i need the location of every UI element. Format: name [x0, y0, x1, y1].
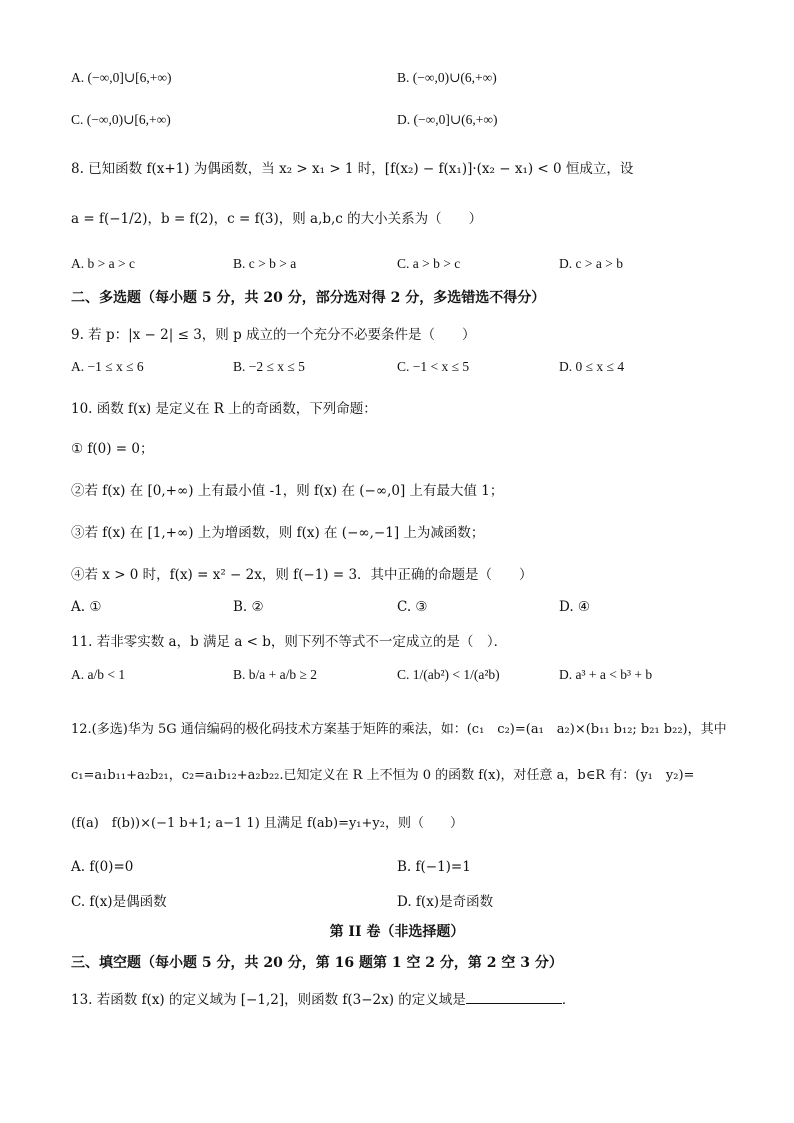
- q10-stem: 10. 函数 f(x) 是定义在 R 上的奇函数，下列命题：: [71, 401, 377, 417]
- q7-option-d: D. (−∞,0]∪(6,+∞): [397, 112, 498, 127]
- q10-proposition-3: ③若 f(x) 在 [1,+∞) 上为增函数，则 f(x) 在 (−∞,−1] 上为减函数；: [71, 525, 485, 541]
- q11-stem: 11. 若非零实数 a，b 满足 a < b，则下列不等式不一定成立的是（ ）．: [71, 634, 508, 650]
- q11-option-c: C. 1/(ab²) < 1/(a²b): [397, 667, 500, 682]
- q13-period: ．: [561, 992, 576, 1008]
- q9-option-c: C. −1 < x ≤ 5: [397, 359, 470, 374]
- q10-option-c: C. ③: [397, 599, 428, 615]
- q12-option-b: B. f(−1)=1: [397, 859, 471, 875]
- q8-stem-line2: a = f(−1/2)，b = f(2)，c = f(3)，则 a,b,c 的大小关系为（ ）: [71, 211, 483, 227]
- q12-option-a: A. f(0)=0: [71, 859, 134, 875]
- q8-option-c: C. a > b > c: [397, 256, 461, 271]
- q11-option-a: A. a/b < 1: [71, 667, 126, 682]
- q10-option-b: B. ②: [233, 599, 264, 615]
- q13-stem: 13. 若函数 f(x) 的定义域为 [−1,2]，则函数 f(3−2x) 的定义域是: [71, 992, 466, 1008]
- q7-option-a: A. (−∞,0]∪[6,+∞): [71, 70, 172, 85]
- q12-stem-line1: 12.(多选)华为 5G 通信编码的极化码技术方案基于矩阵的乘法，如：(c₁ c₂)=(a₁ a₂)×(b₁₁ b₁₂; b₂₁ b₂₂)，其中: [71, 722, 727, 737]
- section-heading-multiple-choice: 二、多选题（每小题 5 分，共 20 分，部分选对得 2 分，多选错选不得分）: [71, 290, 546, 306]
- q12-stem-line2: c₁=a₁b₁₁+a₂b₂₁，c₂=a₁b₁₂+a₂b₂₂.已知定义在 R 上不恒为 0 的函数 f(x)，对任意 a，b∈R 有：(y₁ y₂)=: [71, 768, 695, 783]
- q11-option-b: B. b/a + a/b ≥ 2: [233, 667, 318, 682]
- q12-option-d: D. f(x)是奇函数: [397, 894, 494, 910]
- q10-proposition-2: ②若 f(x) 在 [0,+∞) 上有最小值 -1，则 f(x) 在 (−∞,0] 上有最大值 1；: [71, 483, 504, 499]
- q11-option-d: D. a³ + a < b³ + b: [559, 667, 653, 682]
- q13-answer-blank: [466, 990, 562, 1004]
- q7-option-c: C. (−∞,0)∪[6,+∞): [71, 112, 171, 127]
- q12-stem-line3: (f(a) f(b))×(−1 b+1; a−1 1) 且满足 f(ab)=y₁+y₂，则（ ）: [71, 816, 463, 831]
- q8-option-d: D. c > a > b: [559, 256, 623, 271]
- q9-option-b: B. −2 ≤ x ≤ 5: [233, 359, 305, 374]
- q10-option-d: D. ④: [559, 599, 591, 615]
- q8-option-b: B. c > b > a: [233, 256, 297, 271]
- q13-line: [71, 988, 575, 1008]
- q7-option-b: B. (−∞,0)∪(6,+∞): [397, 70, 497, 85]
- q12-option-c: C. f(x)是偶函数: [71, 894, 167, 910]
- q10-proposition-1: ① f(0) = 0；: [71, 441, 154, 457]
- q9-stem: 9. 若 p：|x − 2| ≤ 3，则 p 成立的一个充分不必要条件是（ ）: [71, 327, 476, 343]
- q9-option-a: A. −1 ≤ x ≤ 6: [71, 359, 144, 374]
- q10-proposition-4: ④若 x > 0 时，f(x) = x² − 2x，则 f(−1) = 3．其中正确的命题是（ ）: [71, 567, 533, 583]
- q10-option-a: A. ①: [71, 599, 102, 615]
- part-ii-title: 第 II 卷（非选择题）: [329, 924, 465, 940]
- q8-stem-line1: 8. 已知函数 f(x+1) 为偶函数，当 x₂ > x₁ > 1 时，[f(x₂) − f(x₁)]·(x₂ − x₁) < 0 恒成立，设: [71, 161, 634, 177]
- section-heading-fill-in: 三、填空题（每小题 5 分，共 20 分，第 16 题第 1 空 2 分，第 2 空 3 分）: [71, 955, 563, 971]
- q9-option-d: D. 0 ≤ x ≤ 4: [559, 359, 625, 374]
- q8-option-a: A. b > a > c: [71, 256, 135, 271]
